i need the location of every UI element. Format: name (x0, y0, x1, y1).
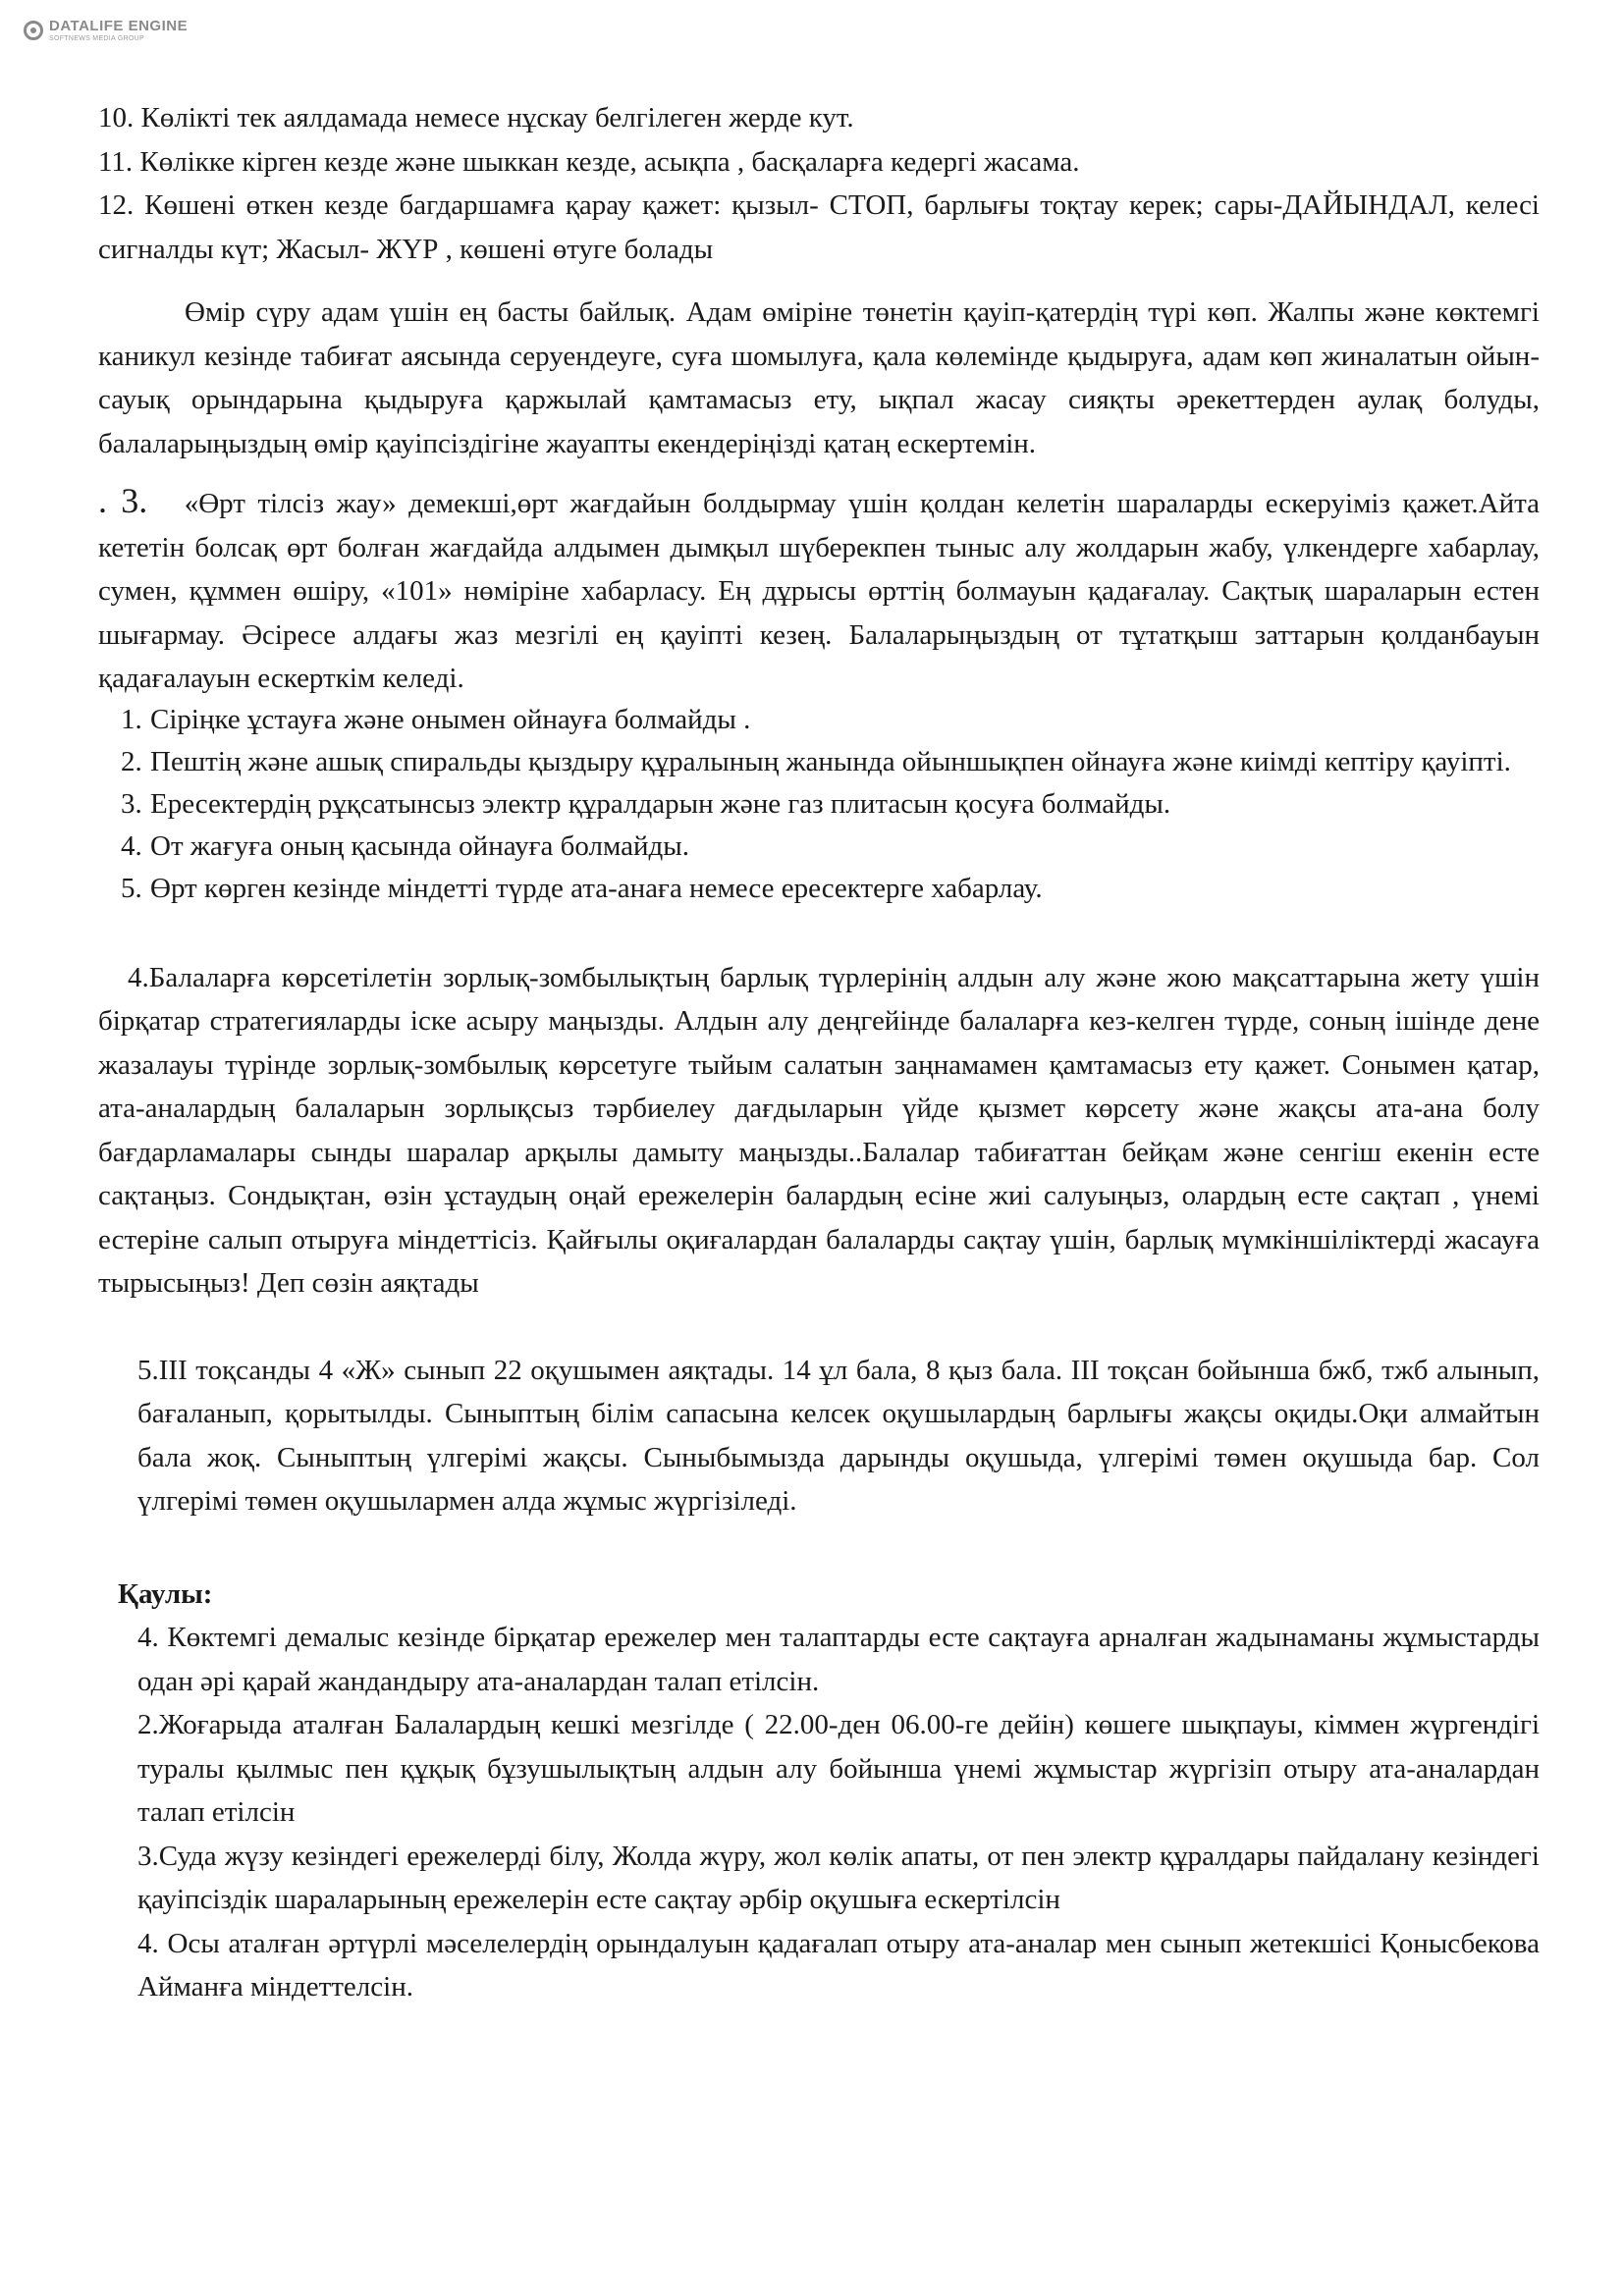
fire-rules-list (98, 701, 1540, 907)
rule-12: 12. Көшені өткен кезде багдаршамға қарау қажет: қызыл- СТОП, барлығы тоқтау керек; сары-ДАЙЫНДАЛ, келесі сигналды күт; Жасыл- ЖҮР , көшені өтуге болады (98, 189, 1540, 265)
decision-heading: Қаулы: (118, 1577, 213, 1610)
decision-item-1: 4. Көктемгі демалыс кезінде бірқатар ережелер мен талаптарды есте сақтауға арналған жадынаманы жұмыстарды одан әрі қарай жандандыру ата-аналардан талап етілсін. (137, 1622, 1540, 1697)
violence-paragraph: 4.Балаларға көрсетілетін зорлық-зомбылықтың барлық түрлерінің алдын алу және жою мақсаттарына жету үшін бірқатар стратегияларды іске асыру маңызды. Алдын алу деңгейінде балаларға кез-келген түрде, соның ішінде дене жазалауы түрінде зорлық-зомбылық көрсетуге тыйым салатын заңнамамен қамтамасыз ету қажет. Сонымен қатар, ата-аналардың балаларын зорлықсыз тәрбиелеу дағдыларын үйде қызмет көрсету және жақсы ата-ана болу бағдарламалары сынды шаралар арқылы дамыту маңызды..Балалар табиғаттан бейқам және сенгіш екенін есте сақтаңыз. Сондықтан, өзін ұстаудың оңай ережелерін балардың есіне жиі салуыңыз, олардың есте сақтап , үнемі естеріне салып отыруға міндеттісіз. Қайғылы оқиғалардан балаларды сақтау үшін, барлық мүмкіншіліктерді жасауға тырысыңыз! Деп сөзін аяқтады (98, 961, 1540, 1299)
logo-subtitle: SOFTNEWS MEDIA GROUP (49, 35, 145, 42)
fire-rule-item: 5. Өрт көрген кезінде міндетті түрде ата-анаға немесе ересектерге хабарлау. (149, 870, 1540, 907)
fire-rule-item: 2. Пештің және ашық спиральды қыздыру құралының жанында ойыншықпен ойнауға және киімді кептіру қауіпті. (149, 743, 1540, 780)
rule-11: 11. Көлікке кірген кезде және шыккан кезде, асықпа , басқаларға кедергі жасама. (98, 145, 1080, 178)
safety-paragraph: Өмір сүру адам үшін ең басты байлық. Адам өміріне төнетін қауіп-қатердің түрі көп. Жалпы және көктемгі каникул кезінде табиғат аясында серуендеуге, суға шомылуға, қала көлемінде қыдыруға, адам көп жиналатын ойын-сауық орындарына қыдыруға қаржылай қамтамасыз ету, ықпал жасау сияқты әрекеттерден аулақ болуды, балаларыңыздың өмір қауіпсіздігіне жауапты екендеріңізді қатаң ескертемін. (98, 296, 1540, 459)
fire-rule-item: 4. От жағуға оның қасында ойнауға болмайды. (149, 828, 1540, 865)
eye-logo-icon (24, 21, 43, 40)
fire-rule-item: 3. Ересектердің рұқсатынсыз электр құралдарын және газ плитасын қосуға болмайды. (149, 785, 1540, 823)
decision-item-2: 2.Жоғарыда аталған Балалардың кешкі мезгілде ( 22.00-ден 06.00-ге дейін) көшеге шықпауы, кіммен жүргендігі туралы қылмыс пен құқық бұзушылықтың алдын алу бойынша үнемі жұмыстар жүргізіп отыру ата-аналардан талап етілсін (137, 1709, 1540, 1828)
rule-10: 10. Көлікті тек аялдамада немесе нұскау белгілеген жерде кут. (98, 102, 854, 133)
quarter-paragraph: 5.ІІІ тоқсанды 4 «Ж» сынып 22 оқушымен аяқтады. 14 ұл бала, 8 қыз бала. ІІІ тоқсан бойынша бжб, тжб алынып, бағаланып, қорытылды. Сыныптың білім сапасына келсек оқушылардың барлығы жақсы оқиды.Оқи алмайтын бала жоқ. Сыныптың үлгерімі жақсы. Сыныбымызда дарынды оқушыда, үлгерімі төмен оқушыда бар. Сол үлгерімі төмен оқушылармен алда жұмыс жүргізіледі. (137, 1354, 1540, 1517)
document-body (98, 96, 1540, 2009)
logo-title: DATALIFE ENGINE (49, 18, 189, 34)
decision-item-4: 4. Осы аталған әртүрлі мәселелердің орындалуын қадағалап отыру ата-аналар мен сынып жетекшісі Қонысбекова Айманға міндеттелсін. (137, 1927, 1540, 2002)
decision-item-3: 3.Суда жүзу кезіндегі ережелерді білу, Жолда жүру, жол көлік апаты, от пен электр құралдары пайдалану кезіндегі қауіпсіздік шараларының ережелерін есте сақтау әрбір оқушыға ескертілсін (137, 1840, 1540, 1915)
fire-paragraph (98, 479, 1540, 701)
fire-rule-item: 1. Сіріңке ұстауға және онымен ойнауға болмайды . (149, 701, 1540, 738)
fire-section-number: . 3. (98, 481, 148, 520)
fire-paragraph-text: «Өрт тілсіз жау» демекші,өрт жағдайын болдырмау үшін қолдан келетін шараларды ескеруіміз қажет.Айта кететін болсақ өрт болған жағдайда алдымен дымқыл шүберекпен тыныс алу жолдарын жабу, үлкендерге хабарлау, сумен, құммен өшіру, «101» нөміріне хабарласу. Ең дұрысы өрттің болмауын қадағалау. Сақтық шараларын естен шығармау. Әсіресе алдағы жаз мезгілі ең қауіпті кезең. Балаларыңыздың от тұтатқыш заттарын қолданбауын қадағалауын ескерткім келеді. (98, 488, 1541, 694)
